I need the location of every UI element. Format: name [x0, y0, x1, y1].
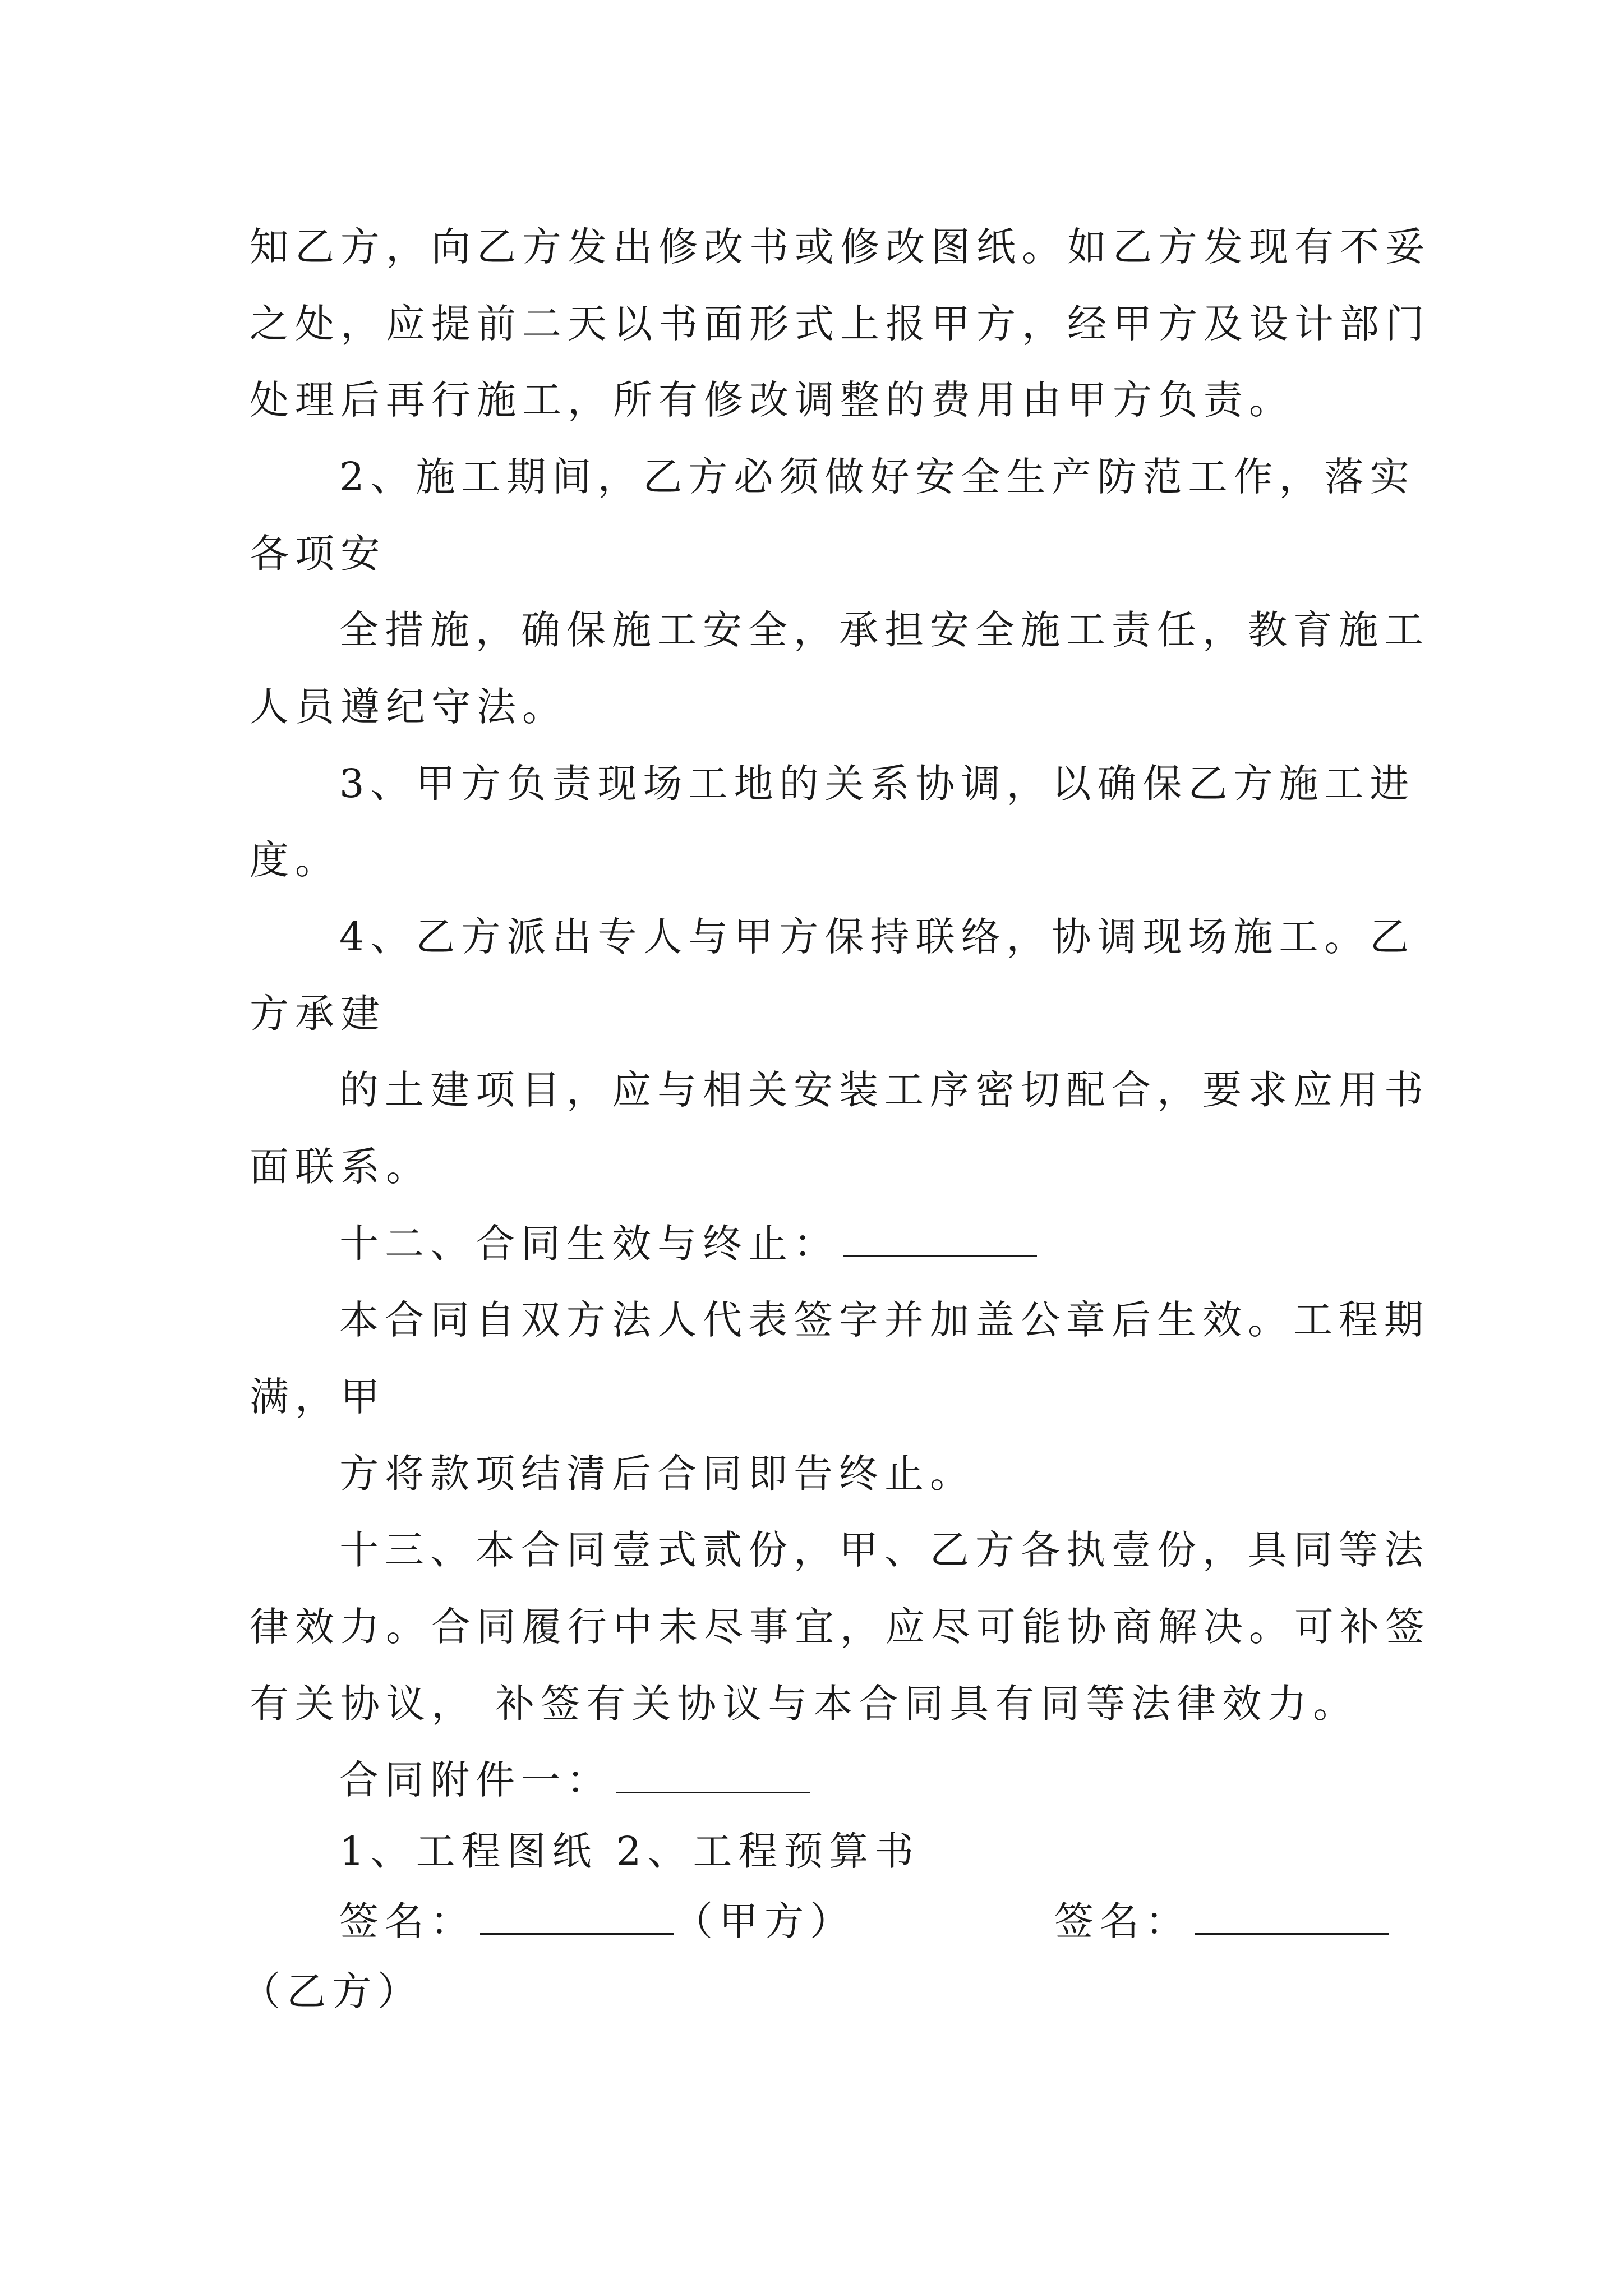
section-heading-text: 十二、合同生效与终止：	[339, 1221, 839, 1267]
text-line: 4、乙方派出专人与甲方保持联络，协调现场施工。乙	[339, 914, 1415, 960]
text-line: 方承建	[250, 991, 386, 1037]
text-line: 方将款项结清后合同即告终止。	[339, 1451, 975, 1497]
party-b-label: （乙方）	[241, 1968, 423, 2014]
text-line: 3、甲方负责现场工地的关系协调，以确保乙方施工进	[339, 761, 1415, 807]
signature-blank	[1195, 1904, 1389, 1935]
text-line: 本合同自双方法人代表签字并加盖公章后生效。工程期	[339, 1297, 1430, 1343]
text-line: 2、施工期间，乙方必须做好安全生产防范工作，落实	[339, 454, 1415, 500]
attachment-heading	[339, 1752, 810, 1808]
party-a-label: （甲方）	[674, 1898, 855, 1944]
signature-left	[339, 1893, 855, 1949]
blank-line	[616, 1763, 810, 1793]
signature-blank	[480, 1904, 674, 1935]
blank-line	[843, 1226, 1037, 1257]
text-line: 度。	[250, 837, 340, 883]
text-line: 有关协议， 补签有关协议与本合同具有同等法律效力。	[250, 1681, 1359, 1727]
text-line: 十三、本合同壹式贰份，甲、乙方各执壹份，具同等法	[339, 1527, 1430, 1573]
text-line: 各项安	[250, 531, 386, 577]
text-line: 处理后再行施工，所有修改调整的费用由甲方负责。	[250, 377, 1294, 423]
attachment-heading-text: 合同附件一：	[339, 1757, 612, 1803]
text-line: 人员遵纪守法。	[250, 684, 568, 730]
signature-label: 签名：	[1054, 1898, 1191, 1944]
text-line: 全措施，确保施工安全，承担安全施工责任，教育施工	[339, 607, 1430, 653]
signature-right	[1054, 1893, 1389, 1949]
section-heading	[339, 1216, 1037, 1272]
text-line: 之处，应提前二天以书面形式上报甲方，经甲方及设计部门	[250, 301, 1431, 347]
text-line: 1、工程图纸 2、工程预算书	[339, 1828, 920, 1874]
text-line: 知乙方，向乙方发出修改书或修改图纸。如乙方发现有不妥	[250, 224, 1431, 270]
text-line: 满，甲	[250, 1374, 386, 1420]
signature-label: 签名：	[339, 1898, 476, 1944]
text-line: 的土建项目，应与相关安装工序密切配合，要求应用书	[339, 1067, 1430, 1113]
text-line: 律效力。合同履行中未尽事宜，应尽可能协商解决。可补签	[250, 1604, 1431, 1650]
text-line: 面联系。	[250, 1144, 431, 1190]
